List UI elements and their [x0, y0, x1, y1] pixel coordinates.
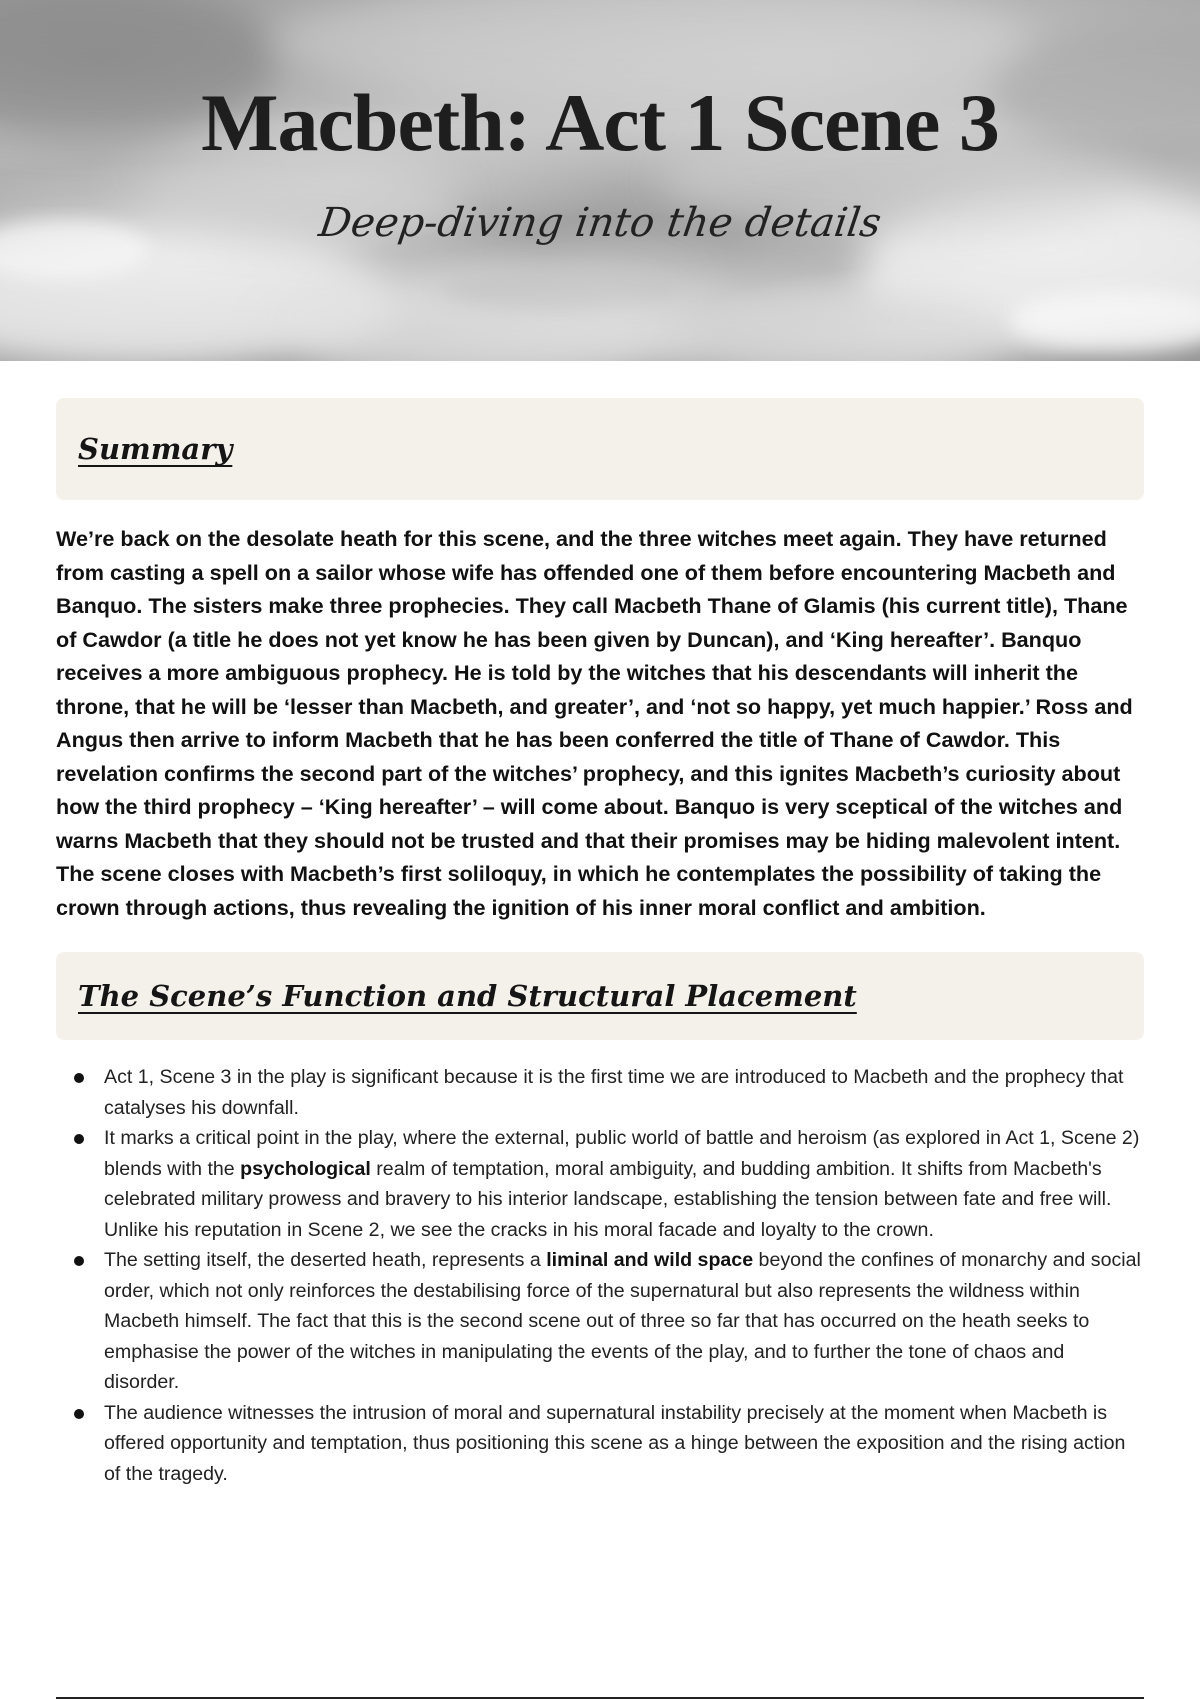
- bottom-divider: [56, 1697, 1144, 1699]
- bullet-text: It marks a critical point in the play, where the external, public world of battle and heroism (as explored in Act 1, Scene 2) blends with the: [104, 1127, 1140, 1180]
- function-heading-box: [56, 952, 1144, 1040]
- summary-paragraph: We’re back on the desolate heath for this scene, and the three witches meet again. They have returned from casting a spell on a sailor whose wife has offended one of them before encountering Macbeth and Banquo. The sisters make three prophecies. They call Macbeth Thane of Glamis (his current title), Thane of Cawdor (a title he does not yet know he has been given by Duncan), and ‘King hereafter’. Banquo receives a more ambiguous prophecy. He is told by the witches that his descendants will inherit the throne, that he will be ‘lesser than Macbeth, and greater’, and ‘not so happy, yet much happier.’ Ross and Angus then arrive to inform Macbeth that he has been conferred the title of Thane of Cawdor. This revelation confirms the second part of the witches’ prophecy, and this ignites Macbeth’s curiosity about how the third prophecy – ‘King hereafter’ – will come about. Banquo is very sceptical of the witches and warns Macbeth that they should not be trusted and that their promises may be hiding malevolent intent. The scene closes with Macbeth’s first soliloquy, in which he contemplates the possibility of taking the crown through actions, thus revealing the ignition of his inner moral conflict and ambition.: [56, 526, 1133, 920]
- bullet-text: beyond the confines of monarchy and social order, which not only reinforces the destabilising force of the supernatural but also represents the wildness within Macbeth himself. The fact that this is the second scene out of three so far that has occurred on the heath seeks to emphasise the power of the witches in manipulating the events of the play, and to further the tone of chaos and disorder.: [104, 1249, 1141, 1393]
- list-item: [56, 1398, 1144, 1490]
- list-item: [56, 1123, 1144, 1245]
- bullet-text: The setting itself, the deserted heath, represents a: [104, 1249, 547, 1271]
- bullet-text: realm of temptation, moral ambiguity, and budding ambition. It shifts from Macbeth's celebrated military prowess and bravery to his interior landscape, establishing the tension between fate and free will. Unlike his reputation in Scene 2, we see the cracks in his moral facade and loyalty to the crown.: [104, 1157, 1112, 1241]
- header-banner: [0, 0, 1200, 361]
- bullet-icon: [74, 1134, 84, 1144]
- summary-heading-box: [56, 398, 1144, 500]
- bullet-icon: [74, 1073, 84, 1083]
- bullet-text: Act 1, Scene 3 in the play is significant because it is the first time we are introduced to Macbeth and the prophecy that catalyses his downfall.: [104, 1066, 1124, 1119]
- cloud-background: [0, 0, 1200, 361]
- bullet-text: The audience witnesses the intrusion of moral and supernatural instability precisely at the moment when Macbeth is offered opportunity and temptation, thus positioning this scene as a hinge between the exposition and the rising action of the tragedy.: [104, 1401, 1126, 1485]
- page-subtitle: Deep-diving into the details: [316, 200, 884, 246]
- bullet-icon: [74, 1409, 84, 1419]
- function-bullet-list: [56, 1062, 1144, 1489]
- function-heading: The Scene’s Function and Structural Placement: [78, 979, 857, 1013]
- bullet-icon: [74, 1256, 84, 1266]
- page-title: Macbeth: Act 1 Scene 3: [201, 77, 999, 168]
- list-item: [56, 1245, 1144, 1398]
- list-item: [56, 1062, 1144, 1123]
- main-content: [56, 398, 1144, 1489]
- summary-heading: Summary: [78, 432, 233, 466]
- bullet-bold-text: psychological: [240, 1157, 371, 1180]
- bullet-bold-text: liminal and wild space: [546, 1249, 754, 1271]
